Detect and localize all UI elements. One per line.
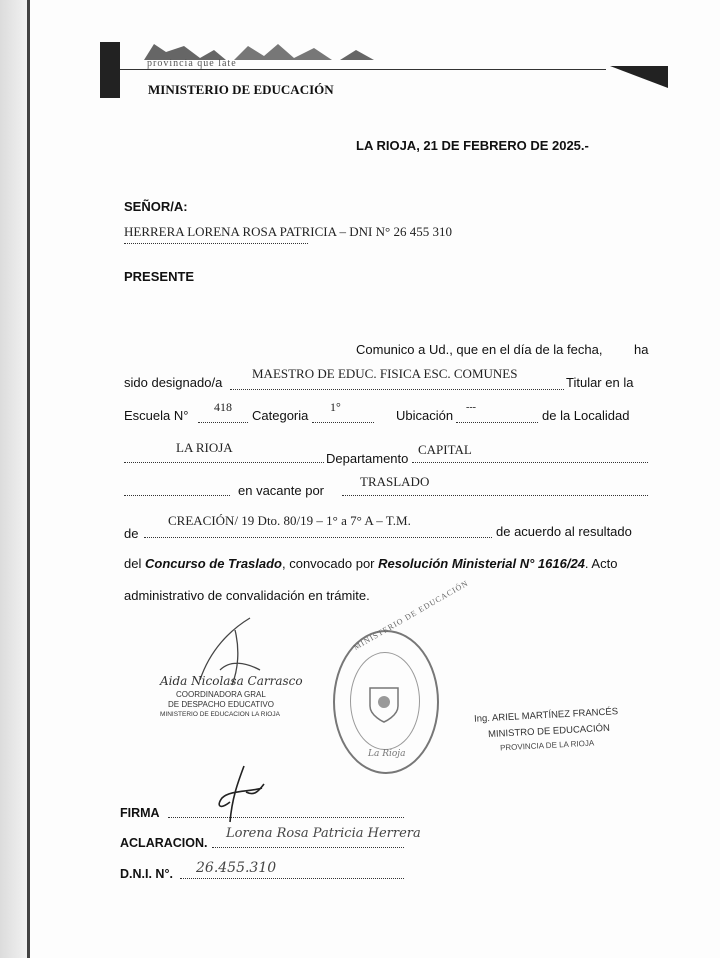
body-escuela: Escuela N° xyxy=(124,408,189,423)
vacante-dots xyxy=(342,495,648,496)
body-del: del xyxy=(124,556,142,571)
seal-bottom-text: La Rioja xyxy=(368,749,406,759)
presente: PRESENTE xyxy=(124,269,195,284)
body-sido: sido designado/a xyxy=(124,375,223,390)
ministry-title: MINISTERIO DE EDUCACIÓN xyxy=(148,82,334,97)
province-tagline: provincia que late xyxy=(147,58,237,69)
right-signatory-name: Ing. ARIEL MARTÍNEZ FRANCÉS xyxy=(473,706,619,725)
left-signatory-line2: DE DESPACHO EDUCATIVO xyxy=(168,700,274,709)
body-localidad: de la Localidad xyxy=(542,408,630,423)
seal-emblem xyxy=(366,684,402,724)
de-value: CREACIÓN/ 19 Dto. 80/19 – 1° a 7° A – T.M. xyxy=(168,513,411,528)
departamento-dots xyxy=(412,462,648,463)
left-signatory-line3: MINISTERIO DE EDUCACION LA RIOJA xyxy=(160,711,280,718)
recipient-dots xyxy=(124,243,308,244)
body-de: de xyxy=(124,526,139,541)
body-acto: . Acto xyxy=(584,556,618,571)
vacante-value: TRASLADO xyxy=(360,474,430,489)
page-edge xyxy=(27,0,30,958)
escuela-number: 418 xyxy=(214,400,232,414)
recipient-name: HERRERA LORENA ROSA PATRICIA – DNI N° 26 455 310 xyxy=(124,224,452,239)
ubicacion-dots xyxy=(456,422,538,423)
body-departamento: Departamento xyxy=(326,451,409,466)
body-ubicacion: Ubicación xyxy=(396,408,454,423)
body-intro: Comunico a Ud., que en el día de la fecha, xyxy=(356,342,603,357)
categoria-value: 1° xyxy=(330,400,341,414)
dni-label: D.N.I. N°. xyxy=(120,867,173,881)
header-bar xyxy=(100,42,120,98)
left-signatory-line1: COORDINADORA GRAL xyxy=(176,690,266,699)
aclaracion-value: Lorena Rosa Patricia Herrera xyxy=(226,826,421,841)
firma-dots xyxy=(168,817,404,818)
ubicacion-value: --- xyxy=(466,402,476,413)
salutation: SEÑOR/A: xyxy=(124,199,188,214)
localidad-dots xyxy=(124,462,324,463)
recipient-signature xyxy=(210,762,280,828)
cargo-value: MAESTRO DE EDUC. FISICA ESC. COMUNES xyxy=(252,366,518,381)
vacante-pre-dots xyxy=(124,495,230,496)
de-dots xyxy=(144,537,492,538)
aclaracion-label: ACLARACION. xyxy=(120,836,208,850)
concurso-name: Concurso de Traslado xyxy=(144,556,282,571)
aclaracion-dots xyxy=(212,847,404,848)
dni-value: 26.455.310 xyxy=(196,860,277,876)
body-vacante: en vacante por xyxy=(238,483,325,498)
cargo-dots xyxy=(230,389,564,390)
right-signatory-line1: MINISTRO DE EDUCACIÓN xyxy=(487,722,611,741)
departamento-value: CAPITAL xyxy=(418,442,472,457)
header-rule xyxy=(120,69,606,70)
escuela-dots xyxy=(198,422,248,423)
header-flag xyxy=(610,66,670,90)
body-categoria: Categoria xyxy=(252,408,309,423)
resolucion: Resolución Ministerial N° 1616/24 xyxy=(378,556,585,571)
body-acuerdo: de acuerdo al resultado xyxy=(496,524,632,539)
dni-dots xyxy=(180,878,404,879)
date-line: LA RIOJA, 21 DE FEBRERO DE 2025.- xyxy=(356,138,589,153)
body-titular: Titular en la xyxy=(566,375,634,390)
firma-label: FIRMA xyxy=(120,806,160,820)
body-concurso-line xyxy=(124,556,617,571)
seal-ring-text: MINISTERIO DE EDUCACIÓN xyxy=(352,578,470,652)
body-last-line: administrativo de convalidación en trámite. xyxy=(124,588,370,603)
page-shadow xyxy=(0,0,28,958)
body-convocado: , convocado por xyxy=(282,556,375,571)
left-signatory-name: Aida Nicolasa Carrasco xyxy=(160,674,303,688)
categoria-dots xyxy=(312,422,374,423)
body-ha: ha xyxy=(634,342,649,357)
right-signatory-line2: PROVINCIA DE LA RIOJA xyxy=(499,738,595,753)
localidad-value: LA RIOJA xyxy=(176,440,233,455)
